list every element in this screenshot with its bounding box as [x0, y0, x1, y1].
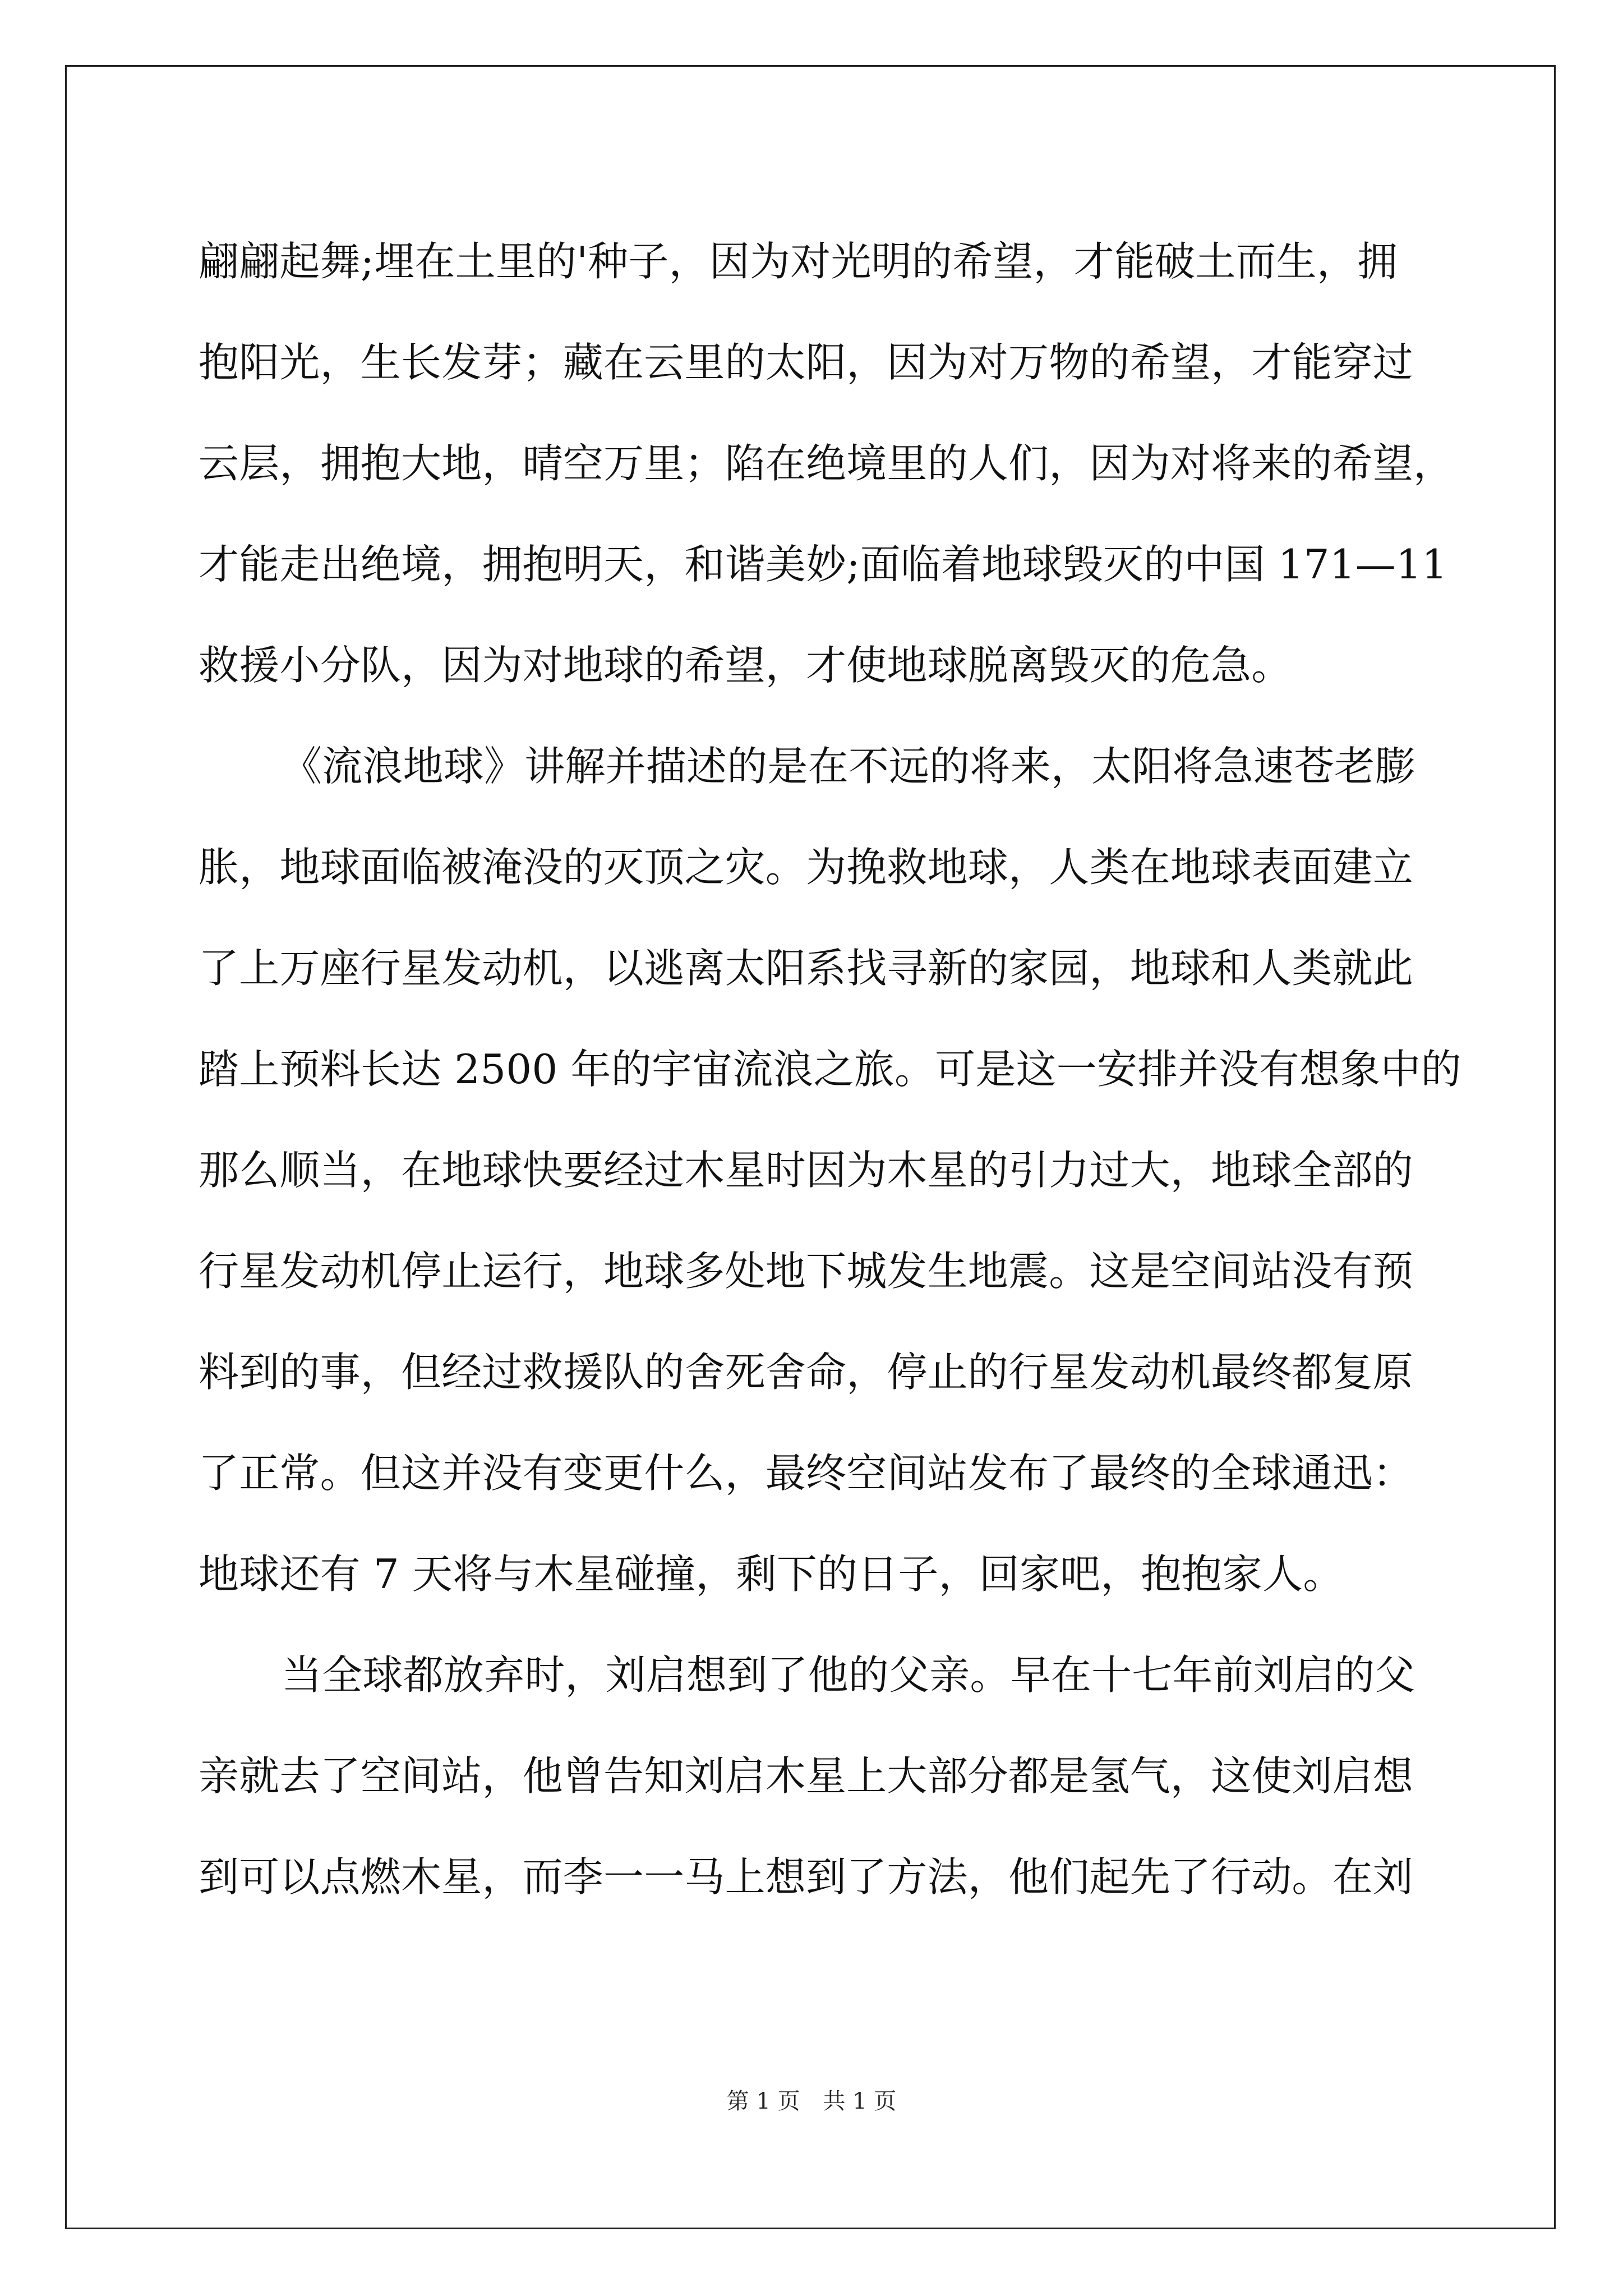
- text-line: 亲就去了空间站，他曾告知刘启木星上大部分都是氢气，这使刘启想: [199, 1752, 1414, 1800]
- text-line: 救援小分队，因为对地球的希望，才使地球脱离毁灭的危急。: [199, 642, 1292, 689]
- text-line-indented: 当全球都放弃时，刘启想到了他的父亲。早在十七年前刘启的父: [282, 1651, 1415, 1699]
- document-body: [199, 208, 1461, 1924]
- text-line: 才能走出绝境，拥抱明天，和谐美妙;面临着地球毁灭的中国 171—11: [199, 541, 1447, 588]
- page-total: 共 1 页: [823, 2088, 897, 2114]
- text-line: 了上万座行星发动机，以逃离太阳系找寻新的家园，地球和人类就此: [199, 945, 1414, 992]
- text-line: 抱阳光，生长发芽；藏在云里的太阳，因为对万物的希望，才能穿过: [199, 339, 1414, 386]
- text-line: 胀，地球面临被淹没的灭顶之灾。为挽救地球，人类在地球表面建立: [199, 844, 1414, 891]
- page-footer: [0, 2083, 1623, 2115]
- page-number: 第 1 页: [726, 2088, 800, 2114]
- text-line: 踏上预料长达 2500 年的宇宙流浪之旅。可是这一安排并没有想象中的: [199, 1046, 1461, 1093]
- text-line: 云层，拥抱大地，晴空万里；陷在绝境里的人们，因为对将来的希望，: [199, 440, 1454, 487]
- text-line: 料到的事，但经过救援队的舍死舍命，停止的行星发动机最终都复原: [199, 1349, 1414, 1396]
- text-line: 了正常。但这并没有变更什么，最终空间站发布了最终的全球通迅：: [199, 1450, 1414, 1497]
- text-line: 翩翩起舞;埋在土里的'种子，因为对光明的希望，才能破土而生，拥: [199, 238, 1398, 285]
- text-line: 地球还有 7 天将与木星碰撞，剩下的日子，回家吧，抱抱家人。: [199, 1550, 1344, 1598]
- text-line: 那么顺当，在地球快要经过木星时因为木星的引力过大，地球全部的: [199, 1147, 1414, 1194]
- text-line: 到可以点燃木星，而李一一马上想到了方法，他们起先了行动。在刘: [199, 1853, 1414, 1901]
- text-line: 行星发动机停止运行，地球多处地下城发生地震。这是空间站没有预: [199, 1248, 1414, 1295]
- text-line-indented: 《流浪地球》讲解并描述的是在不远的将来，太阳将急速苍老膨: [282, 743, 1415, 790]
